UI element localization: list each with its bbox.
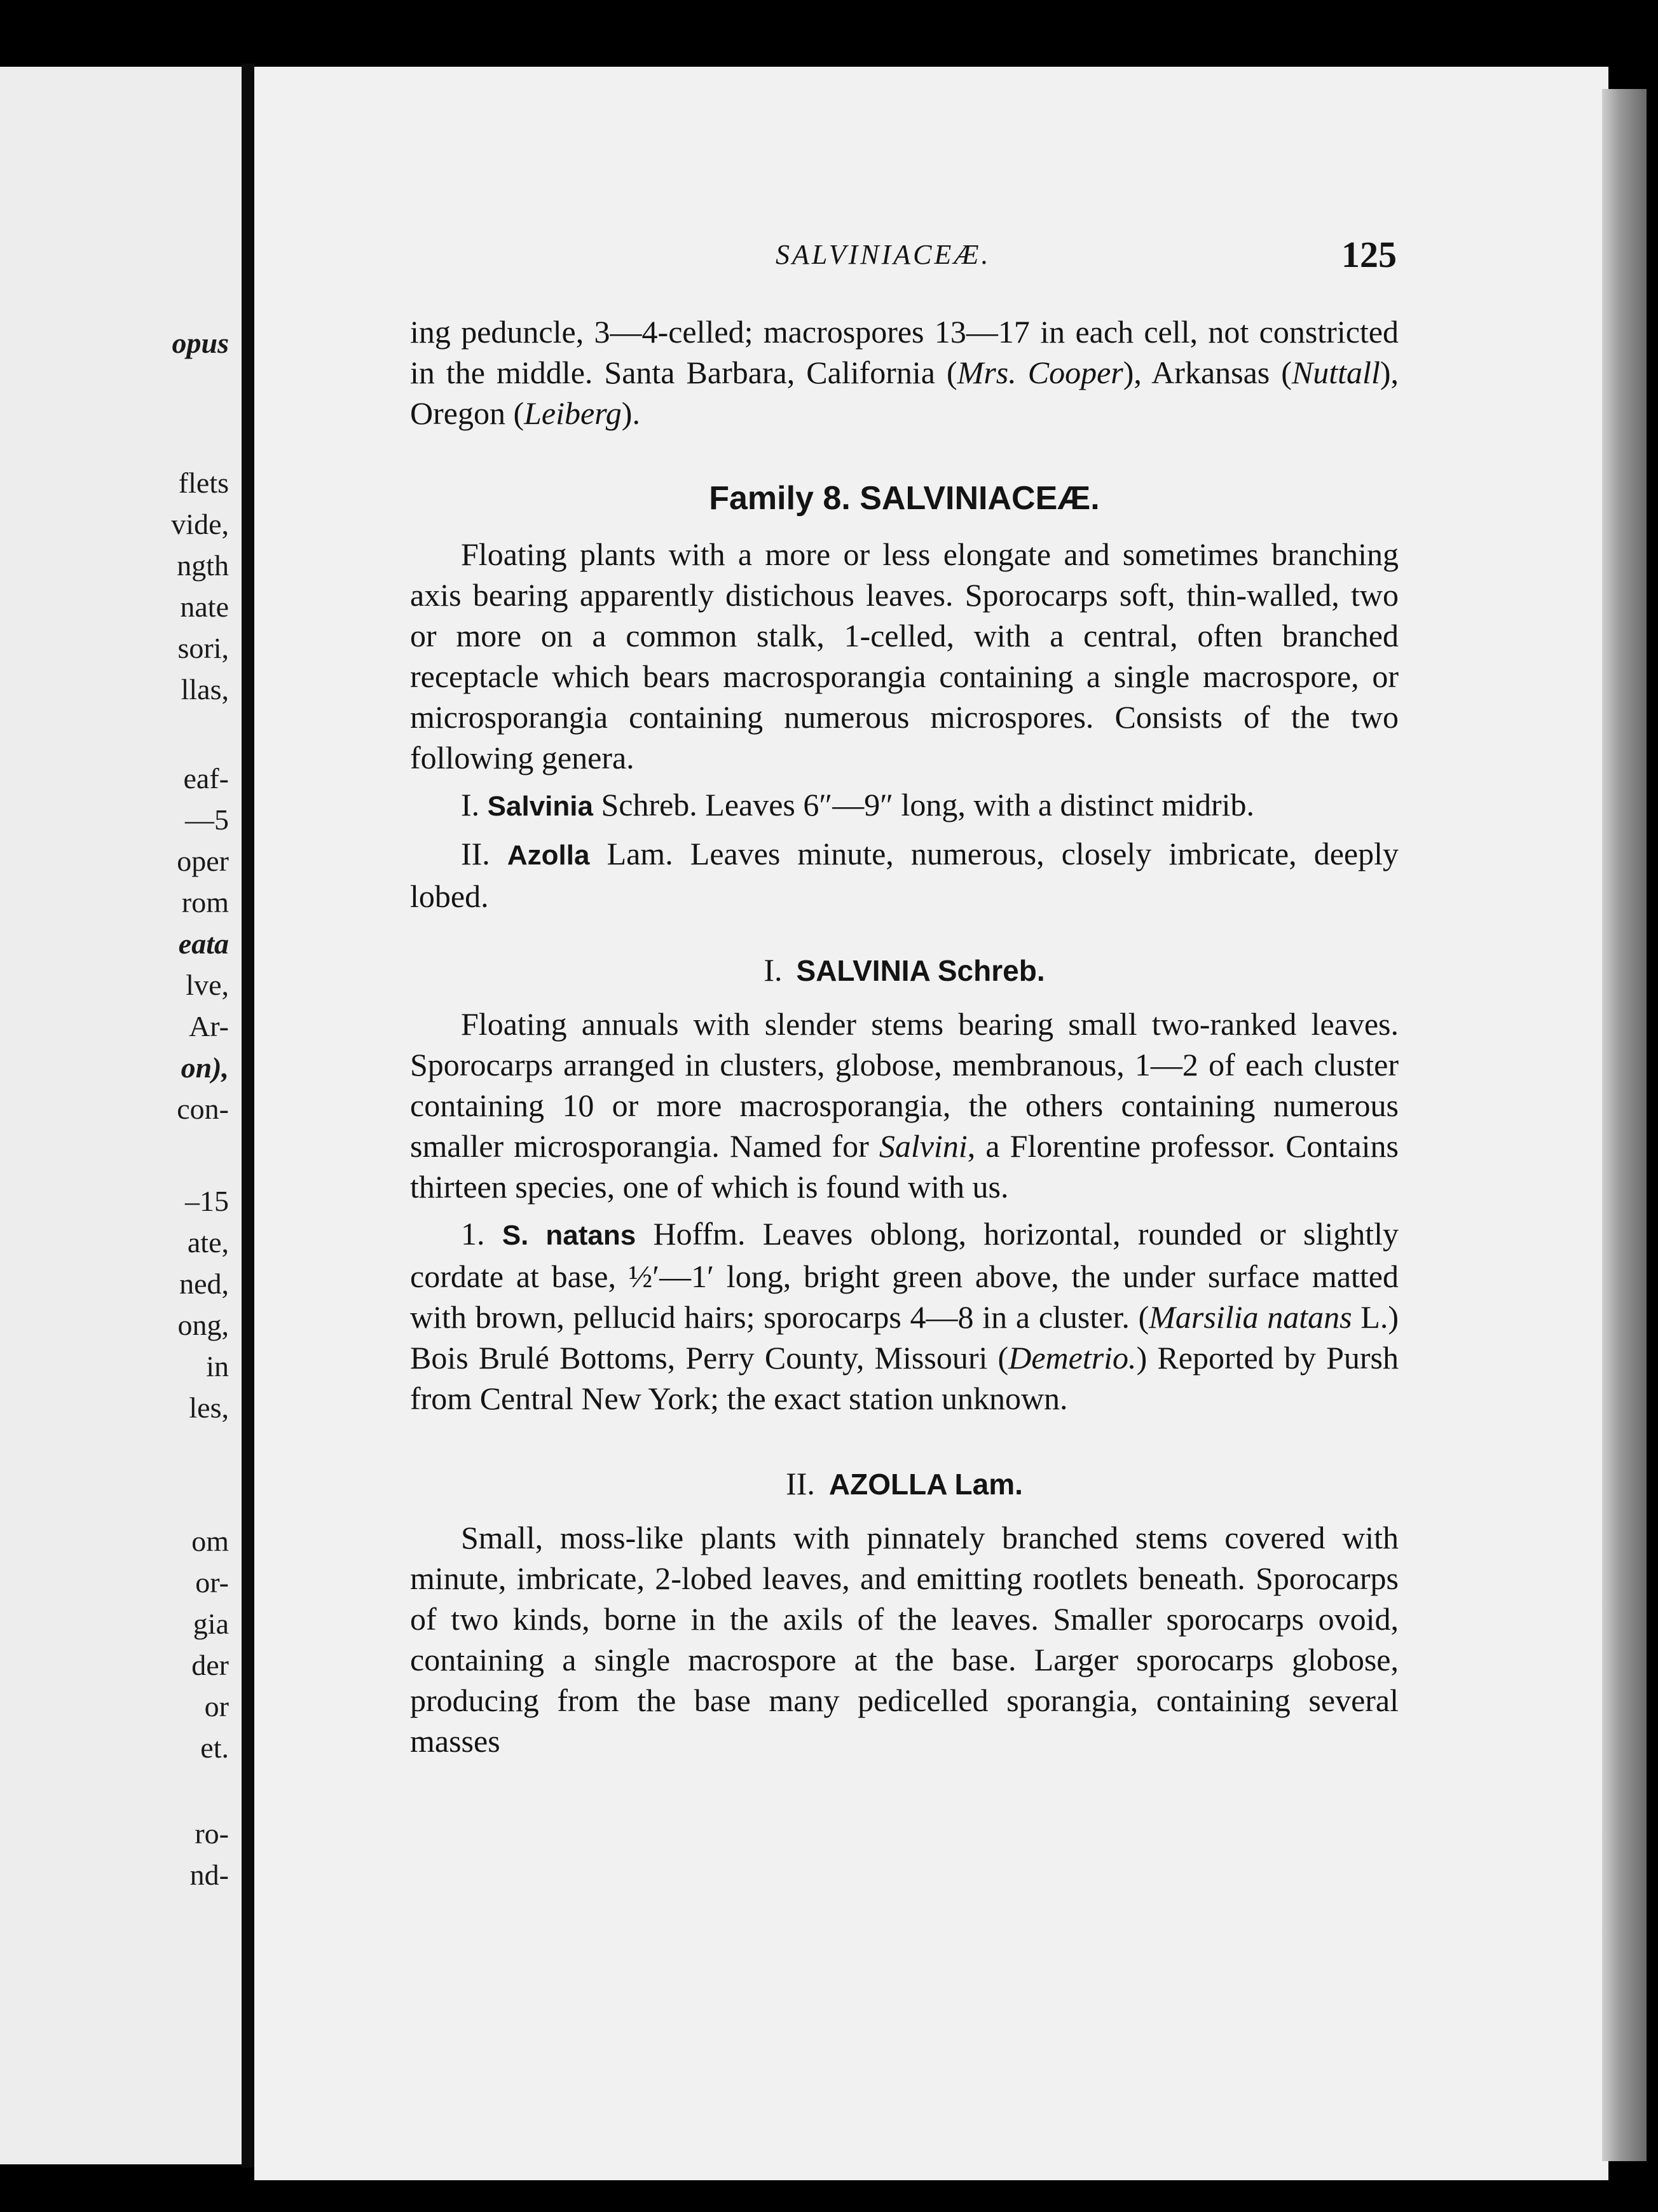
page-edge bbox=[1602, 89, 1647, 2161]
left-fragment: ngth bbox=[177, 549, 229, 582]
left-fragment: eaf- bbox=[183, 762, 229, 795]
left-fragment: et. bbox=[200, 1731, 229, 1764]
text-run: , a Florentine professor. Contains thirteen species, one of which is found with us. bbox=[410, 1128, 1399, 1205]
left-fragment: les, bbox=[189, 1391, 229, 1424]
collector-name: Demetrio. bbox=[1008, 1340, 1137, 1376]
left-fragment: nate bbox=[180, 591, 229, 623]
genus-heading-salvinia bbox=[410, 950, 1399, 991]
synonym: Marsilia natans bbox=[1149, 1299, 1352, 1335]
continuation-paragraph bbox=[410, 311, 1399, 434]
genus-key-entry bbox=[410, 784, 1399, 827]
text-run: ), Arkansas ( bbox=[1123, 355, 1292, 390]
family-heading: Family 8. SALVINIACEÆ. bbox=[709, 480, 1100, 517]
left-fragment: om bbox=[191, 1525, 229, 1557]
page-content bbox=[410, 311, 1399, 1761]
left-fragment: llas, bbox=[181, 673, 229, 706]
text-run: ) Reported by Pursh from Central New York; the exact station unknown. bbox=[410, 1340, 1399, 1416]
page-number: 125 bbox=[1341, 234, 1397, 275]
left-fragment: con- bbox=[177, 1093, 229, 1125]
collector-name: Mrs. Cooper bbox=[957, 355, 1123, 390]
collector-name: Leiberg bbox=[524, 395, 622, 431]
text-run: L.) Bois Brulé Bottoms, Perry County, Missouri ( bbox=[410, 1299, 1399, 1376]
genus-numeral: II. bbox=[786, 1466, 815, 1501]
left-fragment: flets bbox=[178, 467, 229, 499]
left-page-fragments bbox=[0, 67, 235, 2164]
text-run: Hoffm. Leaves oblong, horizontal, rounded or slightly cordate at base, ½′—1′ long, bright green above, the under surface matted with brown, pellucid hairs; sporocarps 4—8 in a cluster. ( bbox=[410, 1216, 1399, 1335]
left-fragment: oper bbox=[177, 845, 229, 877]
book-gutter bbox=[242, 64, 254, 2168]
left-fragment: ned, bbox=[179, 1267, 229, 1300]
left-fragment: lve, bbox=[186, 969, 229, 1001]
left-fragment: –15 bbox=[185, 1185, 229, 1217]
key-text: Schreb. Leaves 6″—9″ long, with a distinct midrib. bbox=[593, 787, 1255, 823]
running-head-title: SALVINIACEÆ. bbox=[776, 239, 991, 270]
text-run: ), Oregon ( bbox=[410, 355, 1399, 431]
species-number: 1. bbox=[461, 1216, 485, 1252]
left-page bbox=[0, 67, 242, 2164]
left-fragment: ro- bbox=[195, 1817, 229, 1850]
text-run: ing peduncle, 3—4-celled; macrospores 13—17 in each cell, not constricted in the middle. Santa Barbara, California ( bbox=[410, 314, 1399, 390]
genus-title: SALVINIA Schreb. bbox=[796, 954, 1045, 987]
left-fragment: eata bbox=[178, 927, 229, 960]
genus-title: AZOLLA Lam. bbox=[828, 1468, 1023, 1501]
salvinia-description bbox=[410, 1004, 1399, 1207]
key-numeral: II. bbox=[461, 836, 490, 871]
genus-name: Azolla bbox=[507, 840, 590, 871]
left-fragment: ate, bbox=[187, 1226, 229, 1259]
left-fragment: rom bbox=[181, 886, 229, 918]
collector-name: Nuttall bbox=[1291, 355, 1380, 390]
family-description: Floating plants with a more or less elongate and sometimes branching axis bearing apparently distichous leaves. Sporocarps soft, thin-walled, two or more on a common stalk, 1-celled, with a central, often branched receptacle which bears macrosporangia containing a single macrospore, or microsporangia containing numerous microspores. Consists of the two following genera. bbox=[410, 536, 1399, 775]
left-fragment: in bbox=[206, 1350, 229, 1382]
left-fragment: opus bbox=[172, 327, 229, 359]
text-run: Floating annuals with slender stems bearing small two-ranked leaves. Sporocarps arranged in clusters, globose, membranous, 1—2 of each cluster containing 10 or more macrosporangia, the others containing numerous smaller microsporangia. Named for bbox=[410, 1006, 1399, 1164]
left-fragment: gia bbox=[193, 1608, 229, 1640]
left-fragment: on), bbox=[181, 1051, 229, 1084]
left-fragment: sori, bbox=[177, 632, 229, 664]
genus-heading-azolla bbox=[410, 1463, 1399, 1505]
left-fragment: der bbox=[191, 1649, 229, 1681]
azolla-description: Small, moss-like plants with pinnately branched stems covered with minute, imbricate, 2-lobed leaves, and emitting rootlets beneath. Sporocarps of two kinds, borne in the axils of the leaves. Smaller sporocarps ovoid, containing a single macrospore at the base. Larger sporocarps globose, producing from the base many pedicelled sporangia, containing several masses bbox=[410, 1520, 1399, 1759]
left-fragment: or- bbox=[195, 1566, 229, 1599]
genus-key-entry bbox=[410, 833, 1399, 917]
left-fragment: Ar- bbox=[189, 1010, 229, 1042]
genus-name: Salvinia bbox=[487, 791, 593, 822]
species-entry bbox=[410, 1213, 1399, 1419]
left-fragment: or bbox=[204, 1690, 229, 1723]
key-text: Lam. Leaves minute, numerous, closely imbricate, deeply lobed. bbox=[410, 836, 1399, 914]
eponym: Salvini bbox=[879, 1128, 968, 1164]
text-run: ). bbox=[621, 395, 640, 431]
left-fragment: vide, bbox=[171, 508, 229, 540]
genus-numeral: I. bbox=[764, 952, 783, 988]
left-fragment: ong, bbox=[177, 1309, 229, 1341]
key-numeral: I. bbox=[461, 787, 480, 823]
species-name: S. natans bbox=[502, 1220, 636, 1251]
left-fragment: nd- bbox=[189, 1859, 229, 1891]
left-fragment: —5 bbox=[185, 803, 229, 836]
